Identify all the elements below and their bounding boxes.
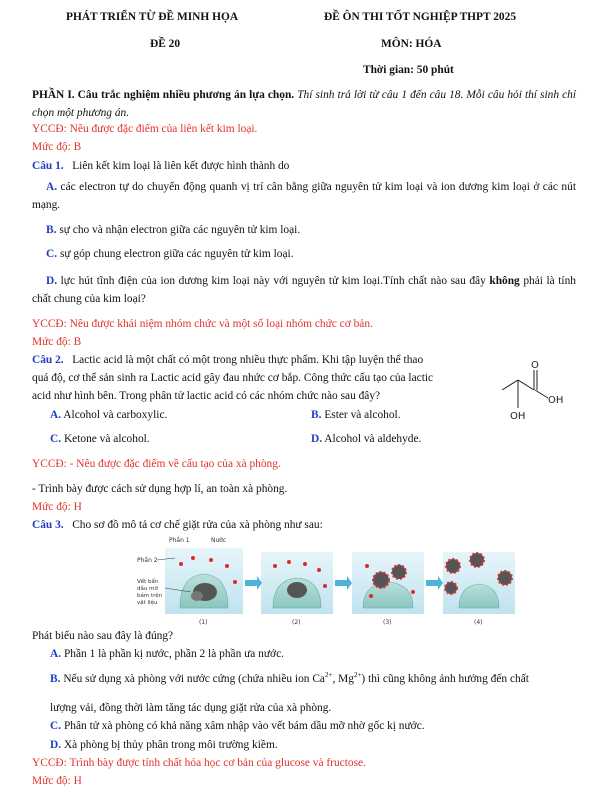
q1-option-d-bold: không: [489, 275, 520, 287]
part1-heading-block: [32, 86, 576, 122]
q1-option-b-letter: B.: [46, 224, 57, 236]
q1-option-d: [32, 272, 576, 308]
q2-stem-1: Lactic acid là một chất có một trong nhiều thực phẩm. Khi tập luyện thể thao: [72, 354, 424, 366]
fig-label-nuoc: Nước: [211, 537, 227, 544]
q3-option-a: [50, 648, 284, 660]
q2-yccd: YCCĐ: Nêu được khái niệm nhóm chức và một số loại nhóm chức cơ bản.: [32, 318, 373, 330]
part1-heading: PHẦN I. Câu trắc nghiệm nhiều phương án lựa chọn.: [32, 89, 295, 101]
q4-yccd: YCCĐ: Trình bày được tính chất hóa học cơ bản của glucose và fructose.: [32, 757, 366, 769]
header-left-title: PHÁT TRIỂN TỪ ĐỀ MINH HỌA: [66, 11, 239, 23]
lactic-acid-structure: [498, 356, 568, 428]
exam-time: Thời gian: 50 phút: [363, 64, 454, 76]
q2-option-b: [311, 409, 401, 421]
q3-option-d-letter: D.: [50, 739, 62, 751]
fig-label-4: (4): [474, 619, 483, 626]
fig-label-vet-ban: Vết bẩn: [137, 579, 159, 585]
q2-option-b-letter: B.: [311, 409, 322, 421]
q2-level: Mức độ: B: [32, 336, 82, 348]
q3-option-b-text2: ) thì cũng không ảnh hưởng đến chất: [361, 672, 529, 685]
q1-level: Mức độ: B: [32, 141, 82, 153]
q2-option-d-text: Alcohol và aldehyde.: [324, 433, 422, 445]
q3-yccd-1: YCCĐ: - Nêu được đặc điểm về cấu tạo của xà phòng.: [32, 458, 281, 470]
subject: MÔN: HÓA: [381, 38, 442, 50]
q3-option-a-text: Phần 1 là phần kị nước, phần 2 là phần ưa nước.: [63, 648, 284, 660]
q3-stem-line: [32, 519, 323, 531]
q1-option-a-letter: A.: [46, 181, 58, 193]
q2-stem-line2: quá độ, cơ thể sản sinh ra Lactic acid gây đau nhức cơ bắp. Công thức cấu tạo của lactic: [32, 372, 434, 384]
q1-stem-line: [32, 160, 289, 172]
header-right-title: ĐỀ ÔN THI TỐT NGHIỆP THPT 2025: [324, 11, 517, 23]
q1-option-c: [46, 248, 294, 260]
q1-option-d-text1: lực hút tĩnh điện của ion dương kim loại này với nguyên tử kim loại.Tính chất nào sau đây: [60, 275, 490, 287]
q1-option-a: [32, 178, 576, 214]
q3-option-c: [50, 720, 425, 732]
q3-option-b-text1: Nếu sử dụng xà phòng với nước cứng (chứa nhiều ion Ca: [63, 672, 325, 685]
part1-instruction: Thí sinh trả lời từ câu 1 đến câu 18. Mỗi câu hỏi thí sinh chỉ chọn một phương án.: [32, 89, 577, 119]
fig-label-dau-mo: dầu mỡ: [137, 586, 158, 592]
q2-option-c-text: Ketone và alcohol.: [63, 433, 150, 445]
q2-option-b-text: Ester và alcohol.: [324, 409, 401, 421]
q3-stem: Cho sơ đồ mô tả cơ chế giặt rửa của xà phòng như sau:: [72, 519, 323, 531]
q2-label: Câu 2.: [32, 354, 64, 366]
struct-o: O: [531, 360, 539, 371]
q3-yccd-2: - Trình bày được cách sử dụng hợp lí, an toàn xà phòng.: [32, 483, 288, 495]
q2-option-a-letter: A.: [50, 409, 62, 421]
q3-option-b-mid: , Mg: [332, 672, 354, 685]
q1-stem: Liên kết kim loại là liên kết được hình thành do: [72, 160, 290, 172]
q2-option-c: [50, 433, 150, 445]
q1-option-b-text: sự cho và nhận electron giữa các nguyên tử kim loại.: [59, 224, 301, 236]
q1-yccd: YCCĐ: Nêu được đặc điểm của liên kết kim loại.: [32, 123, 258, 135]
q3-option-d: [50, 739, 278, 751]
q3-option-b-letter: B.: [50, 672, 61, 685]
exam-number: ĐỀ 20: [150, 38, 181, 50]
q3-option-c-letter: C.: [50, 720, 62, 732]
q3-label: Câu 3.: [32, 519, 64, 531]
q3-option-b-sup2: 2+: [353, 671, 362, 679]
q2-option-d: [311, 433, 421, 445]
q1-option-c-letter: C.: [46, 248, 58, 260]
q3-option-a-letter: A.: [50, 648, 62, 660]
struct-oh-alcohol: OH: [510, 411, 526, 422]
fig-label-phan1: Phần 1: [169, 537, 190, 544]
q3-option-b: [32, 666, 576, 688]
q3-option-b-line3: lượng vải, đồng thời làm tăng tác dụng giặt rửa của xà phòng.: [50, 702, 332, 714]
q2-option-a: [50, 409, 167, 421]
q1-option-a-text: các electron tự do chuyển động quanh vị trí cân bằng giữa nguyên tử kim loại và ion dương kim loại ở các nút mạng.: [32, 181, 576, 211]
fig-label-phan2: Phần 2: [137, 557, 158, 564]
q1-option-b: [46, 224, 300, 236]
struct-oh-acid: OH: [548, 395, 564, 406]
q1-option-c-text: sự góp chung electron giữa các nguyên tử kim loại.: [59, 248, 294, 260]
q3-option-d-text: Xà phòng bị thủy phân trong môi trường kiềm.: [63, 739, 278, 751]
soap-mechanism-figure: [135, 536, 525, 628]
q3-option-b-sup1: 2+: [324, 671, 333, 679]
fig-label-3: (3): [383, 619, 392, 626]
q2-option-d-letter: D.: [311, 433, 323, 445]
fig-label-2: (2): [292, 619, 301, 626]
q3-level: Mức độ: H: [32, 501, 82, 513]
q1-option-d-text2: phải là tính chất chung của kim loại?: [32, 275, 576, 305]
q2-option-c-letter: C.: [50, 433, 62, 445]
q3-option-c-text: Phân tử xà phòng có khả năng xâm nhập vào vết bám dầu mỡ nhờ gốc kị nước.: [63, 720, 425, 732]
q2-stem-line3: acid như hình bên. Trong phân tử lactic acid có các nhóm chức nào sau đây?: [32, 390, 381, 402]
q1-label: Câu 1.: [32, 160, 64, 172]
q4-level: Mức độ: H: [32, 775, 82, 787]
fig-label-bam-tren: bám trên: [137, 593, 163, 599]
q2-option-a-text: Alcohol và carboxylic.: [63, 409, 168, 421]
q2-stem-line1: [32, 354, 423, 366]
q3-question: Phát biểu nào sau đây là đúng?: [32, 630, 174, 642]
fig-label-vat-lieu: vật liệu: [137, 600, 158, 606]
q1-option-d-letter: D.: [46, 275, 58, 287]
fig-label-1: (1): [199, 619, 208, 626]
